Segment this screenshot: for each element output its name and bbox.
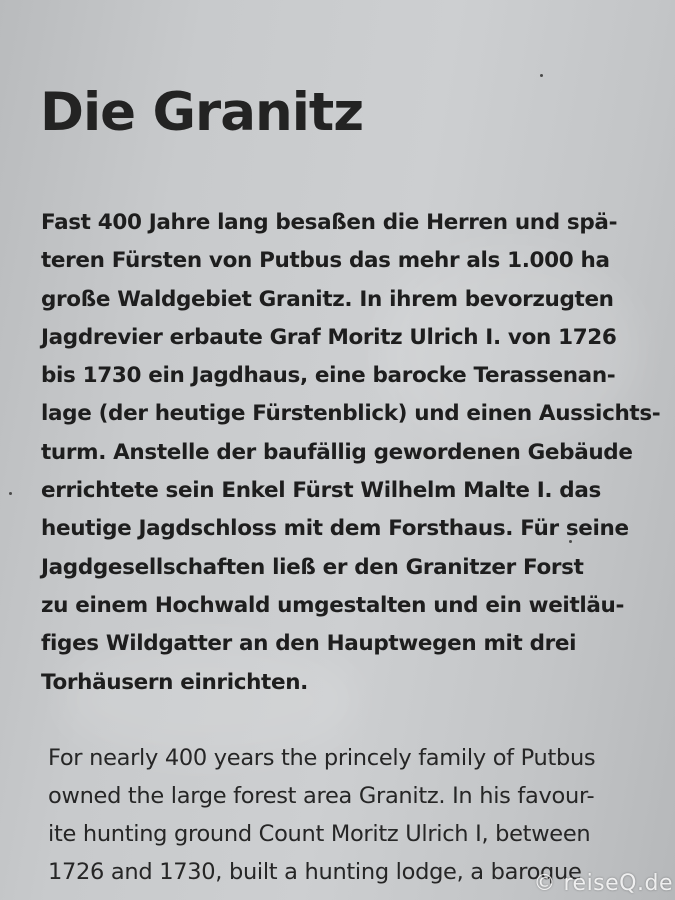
german-line: Torhäusern einrichten. xyxy=(41,669,308,695)
english-line: ite hunting ground Count Moritz Ulrich I, between xyxy=(48,821,591,847)
german-line: lage (der heutige Fürstenblick) und einen Aussichts- xyxy=(41,401,661,427)
german-line: teren Fürsten von Putbus das mehr als 1.000 ha xyxy=(41,248,610,274)
watermark: © reiseQ.de xyxy=(533,871,673,896)
german-line: Jagdgesellschaften ließ er den Granitzer Forst xyxy=(41,554,584,580)
sign-title: Die Granitz xyxy=(40,82,364,143)
german-line: turm. Anstelle der baufällig gewordenen Gebäude xyxy=(41,439,633,465)
surface-speck xyxy=(540,74,543,77)
german-line: Jagdrevier erbaute Graf Moritz Ulrich I. von 1726 xyxy=(41,324,617,350)
german-line: figes Wildgatter an den Hauptwegen mit drei xyxy=(41,631,577,657)
german-paragraph xyxy=(41,204,671,702)
english-paragraph xyxy=(48,739,668,891)
english-line: 1726 and 1730, built a hunting lodge, a baroque xyxy=(48,859,582,885)
english-line: For nearly 400 years the princely family of Putbus xyxy=(48,745,596,771)
german-line: große Waldgebiet Granitz. In ihrem bevorzugten xyxy=(41,286,614,312)
german-line: errichtete sein Enkel Fürst Wilhelm Malte I. das xyxy=(41,478,601,504)
german-line: Fast 400 Jahre lang besaßen die Herren und spä- xyxy=(41,210,618,235)
german-line: heutige Jagdschloss mit dem Forsthaus. Für seine xyxy=(41,516,629,542)
german-line: zu einem Hochwald umgestalten und ein weitläu- xyxy=(41,592,625,618)
english-line: owned the large forest area Granitz. In his favour- xyxy=(48,783,595,809)
surface-speck xyxy=(9,492,12,495)
german-line: bis 1730 ein Jagdhaus, eine barocke Terassenan- xyxy=(41,363,616,389)
